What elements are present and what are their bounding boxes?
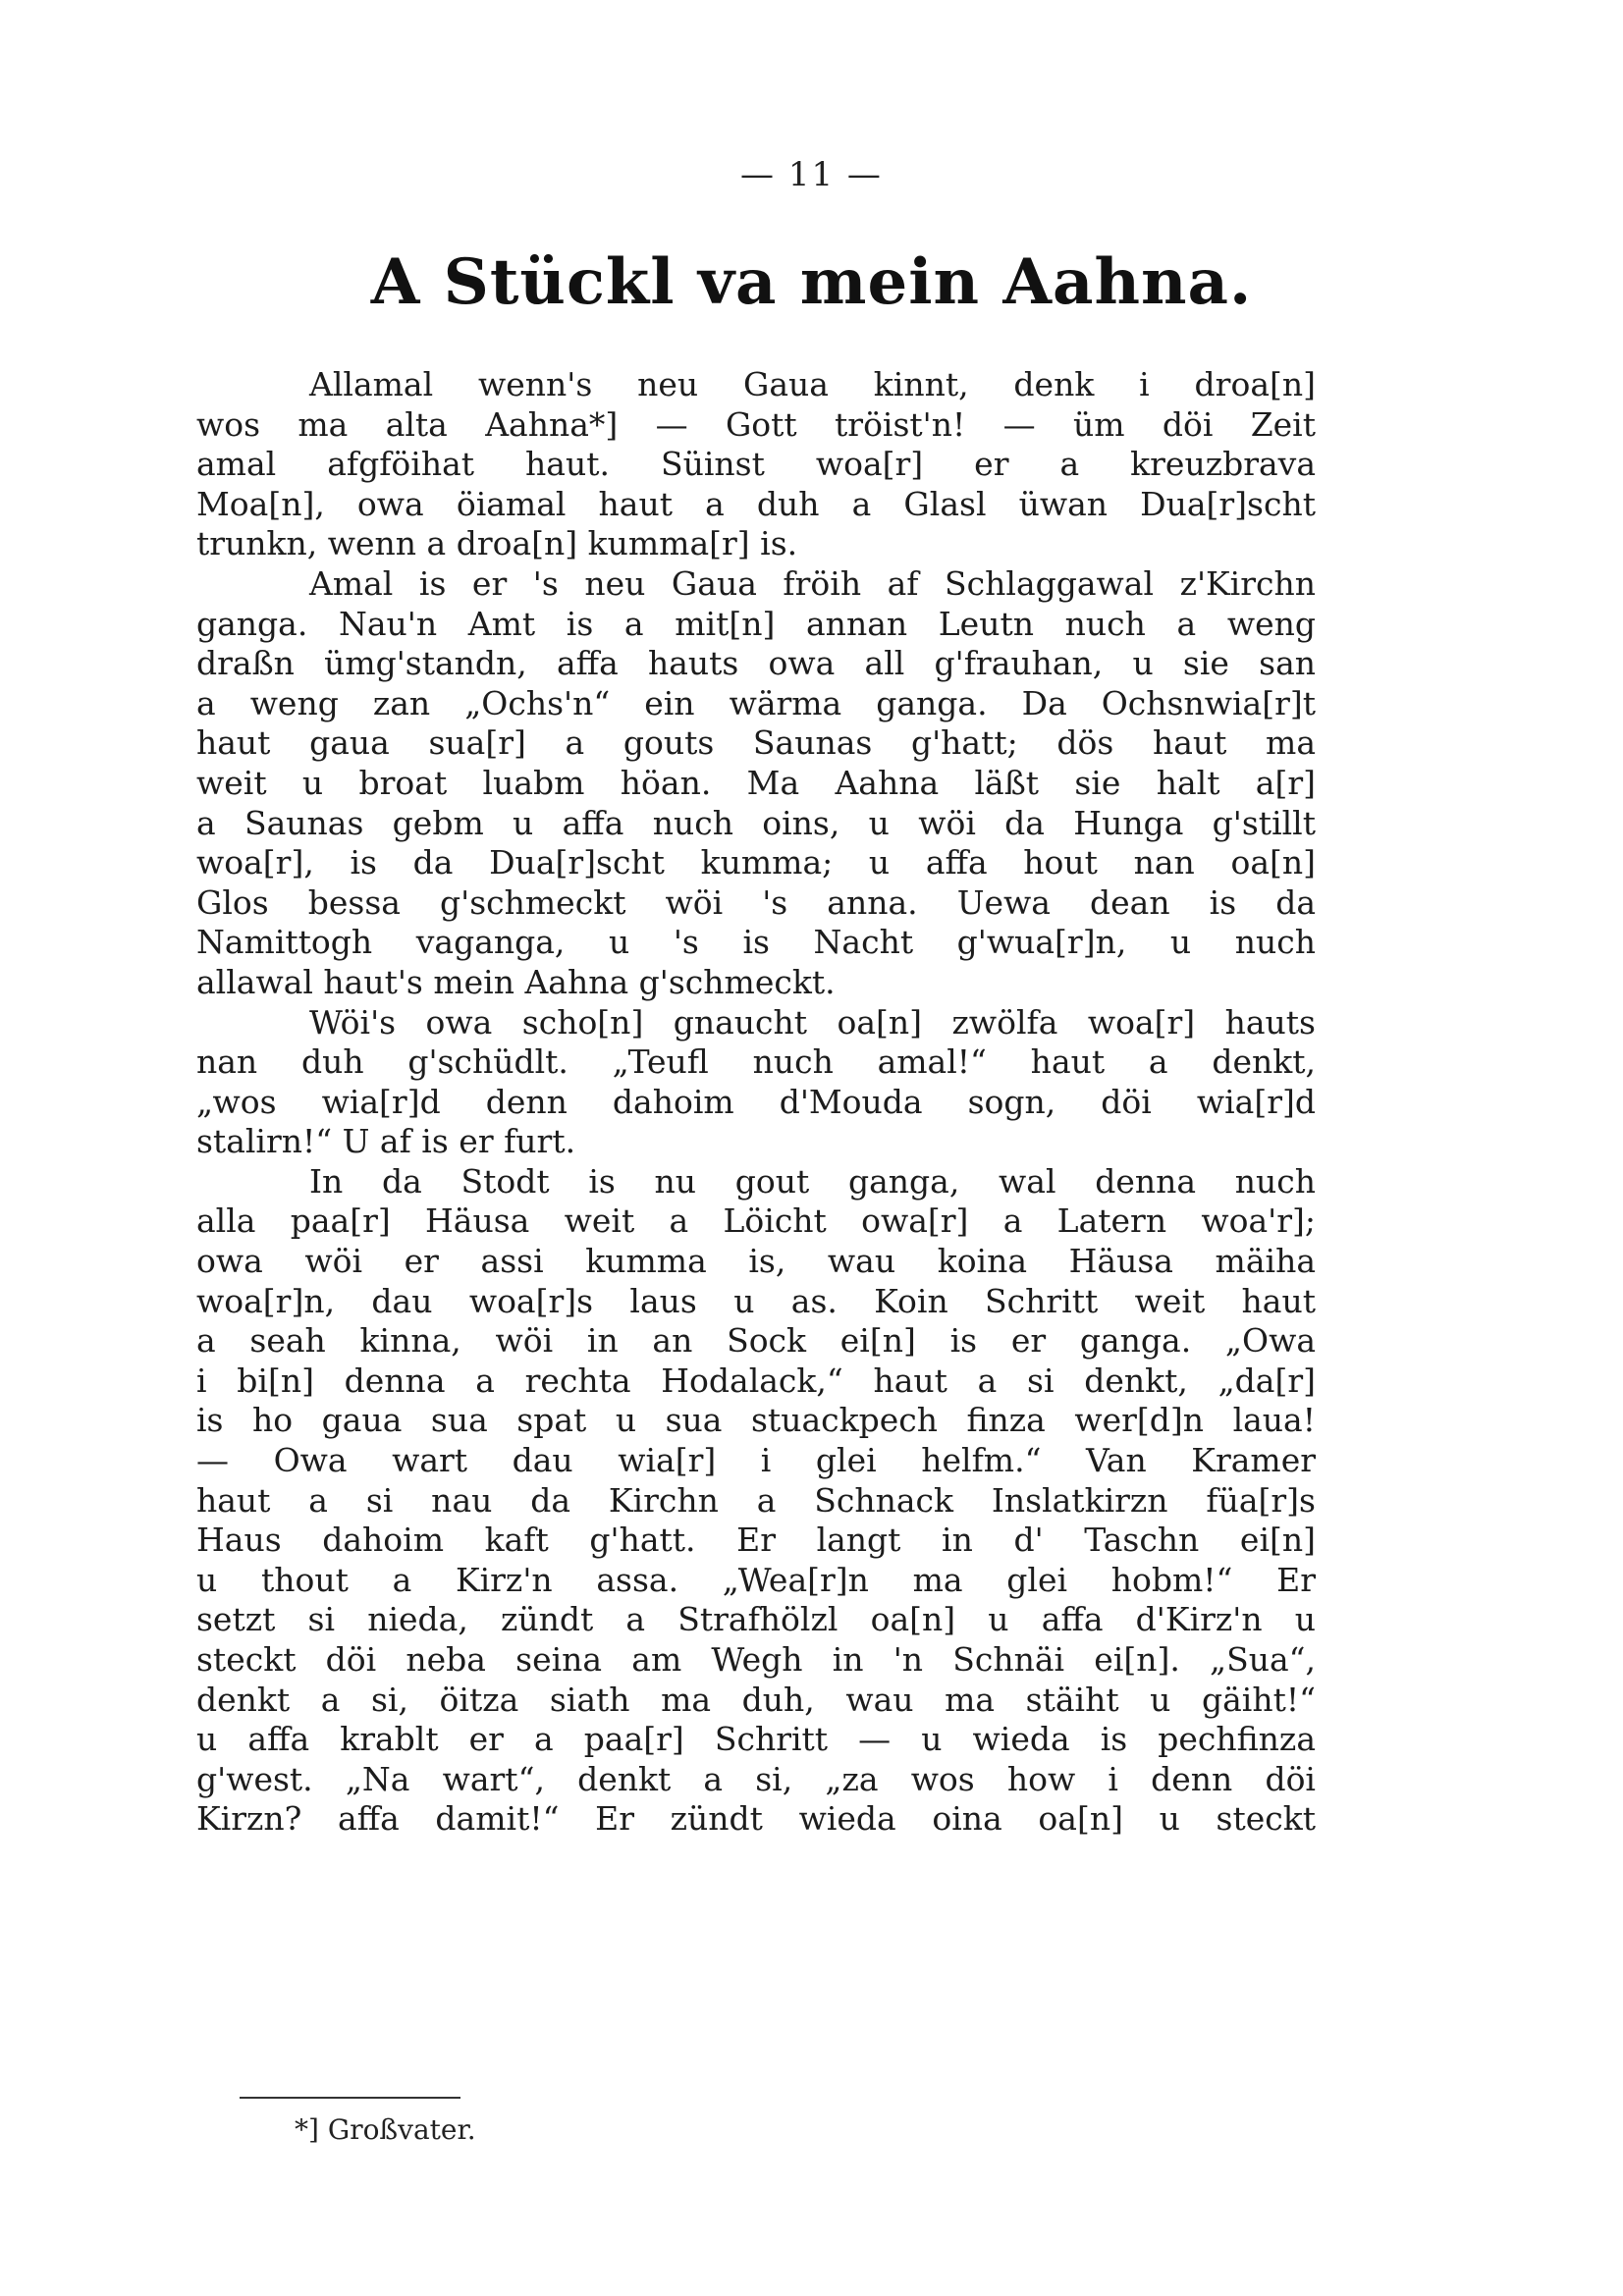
text-line: denkt a si, öitza siath ma duh, wau ma stäiht u gäiht!“	[196, 1680, 1316, 1719]
body-text	[196, 365, 1316, 1840]
text-line: Wöi's owa scho[n] gnaucht oa[n] zwölfa woa[r] hauts	[309, 1002, 1316, 1041]
text-line: — Owa wart dau wia[r] i glei helfm.“ Van Kramer	[196, 1441, 1316, 1480]
text-line: is ho gaua sua spat u sua stuackpech finza wer[d]n laua!	[196, 1401, 1316, 1440]
text-line: Amal is er 's neu Gaua fröih af Schlaggawal z'Kirchn	[309, 563, 1316, 603]
text-line: draßn ümg'standn, affa hauts owa all g'frauhan, u sie san	[196, 644, 1316, 683]
text-line: Glos bessa g'schmeckt wöi 's anna. Uewa dean is da	[196, 882, 1316, 922]
text-line: owa wöi er assi kumma is, wau koina Häusa mäiha	[196, 1242, 1316, 1281]
text-line: weit u broat luabm höan. Ma Aahna läßt sie halt a[r]	[196, 763, 1316, 802]
text-line: Kirzn? affa damit!“ Er zündt wieda oina oa[n] u steckt	[196, 1799, 1316, 1839]
text-line: a Saunas gebm u affa nuch oins, u wöi da Hunga g'stillt	[196, 803, 1316, 842]
text-line: g'west. „Na wart“, denkt a si, „za wos how i denn döi	[196, 1759, 1316, 1798]
text-line: setzt si nieda, zündt a Strafhölzl oa[n] u affa d'Kirz'n u	[196, 1600, 1316, 1639]
text-line: u thout a Kirz'n assa. „Wea[r]n ma glei hobm!“ Er	[196, 1560, 1316, 1599]
text-line: ganga. Nau'n Amt is a mit[n] annan Leutn nuch a weng	[196, 604, 1316, 643]
text-line: allawal haut's mein Aahna g'schmeckt.	[196, 962, 836, 1001]
text-line: stalirn!“ U af is er furt.	[196, 1122, 576, 1161]
text-line: haut gaua sua[r] a gouts Saunas g'hatt; dös haut ma	[196, 723, 1316, 763]
text-line: wos ma alta Aahna*] — Gott tröist'n! — üm döi Zeit	[196, 404, 1316, 444]
page-number: — 11 —	[740, 155, 883, 194]
text-line: u affa krablt er a paa[r] Schritt — u wieda is pechfinza	[196, 1720, 1316, 1759]
text-line: a weng zan „Ochs'n“ ein wärma ganga. Da Ochsnwia[r]t	[196, 683, 1316, 722]
text-line: haut a si nau da Kirchn a Schnack Inslatkirzn füa[r]s	[196, 1480, 1316, 1520]
text-line: nan duh g'schüdlt. „Teufl nuch amal!“ haut a denkt,	[196, 1042, 1316, 1082]
footnote-divider	[240, 2097, 460, 2099]
text-line: Haus dahoim kaft g'hatt. Er langt in d' Taschn ei[n]	[196, 1521, 1316, 1560]
text-line: a seah kinna, wöi in an Sock ei[n] is er ganga. „Owa	[196, 1321, 1316, 1361]
text-line: amal afgföihat haut. Süinst woa[r] er a kreuzbrava	[196, 445, 1316, 484]
text-line: steckt döi neba seina am Wegh in 'n Schnäi ei[n]. „Sua“,	[196, 1640, 1316, 1679]
text-line: woa[r], is da Dua[r]scht kumma; u affa hout nan oa[n]	[196, 843, 1316, 882]
text-line: alla paa[r] Häusa weit a Löicht owa[r] a Latern woa'r];	[196, 1201, 1316, 1241]
footnote: *] Großvater.	[295, 2113, 476, 2146]
chapter-title: A Stückl va mein Aahna.	[370, 245, 1253, 319]
text-line: In da Stodt is nu gout ganga, wal denna nuch	[309, 1161, 1316, 1201]
text-line: trunkn, wenn a droa[n] kumma[r] is.	[196, 524, 798, 563]
text-line: Allamal wenn's neu Gaua kinnt, denk i droa[n]	[309, 365, 1316, 403]
text-line: „wos wia[r]d denn dahoim d'Mouda sogn, döi wia[r]d	[196, 1082, 1316, 1121]
text-line: i bi[n] denna a rechta Hodalack,“ haut a si denkt, „da[r]	[196, 1361, 1316, 1400]
text-line: Namittogh vaganga, u 's is Nacht g'wua[r]n, u nuch	[196, 923, 1316, 962]
text-line: woa[r]n, dau woa[r]s laus u as. Koin Schritt weit haut	[196, 1281, 1316, 1320]
text-line: Moa[n], owa öiamal haut a duh a Glasl üwan Dua[r]scht	[196, 484, 1316, 523]
